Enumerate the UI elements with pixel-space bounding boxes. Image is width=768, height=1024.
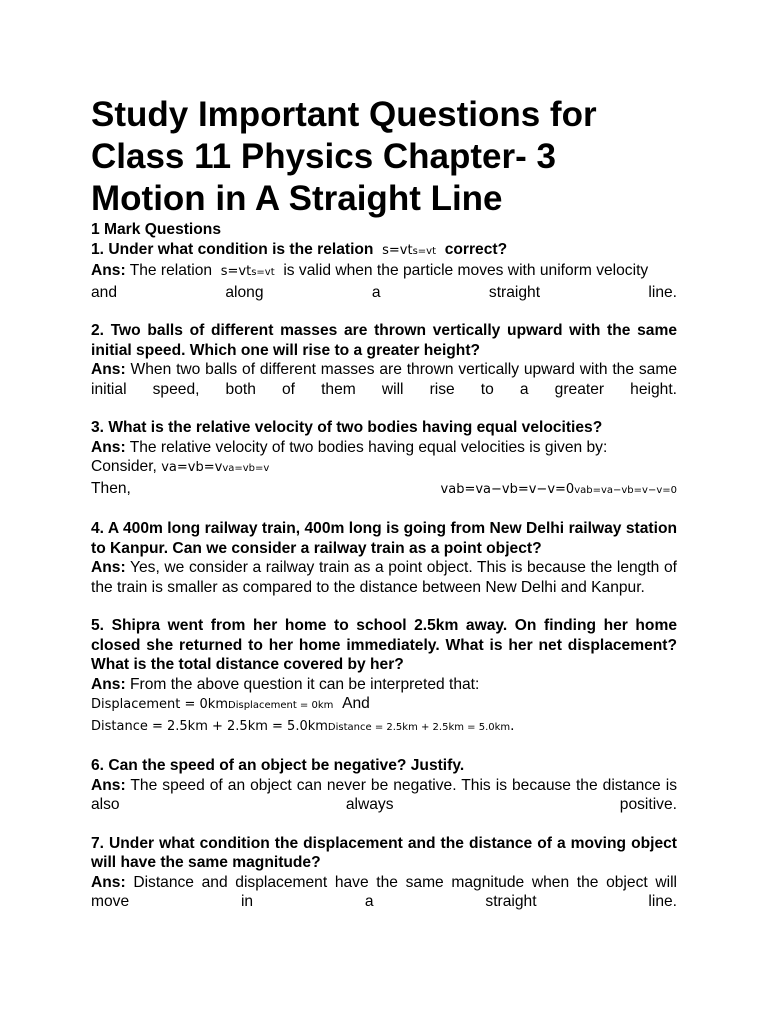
equation-1: va=vb=v	[161, 460, 223, 475]
answer-label: Ans:	[91, 776, 126, 794]
distance-equation	[91, 716, 677, 738]
question-5: 5. Shipra went from her home to school 2.5km away. On finding her home closed she returned to her home immediately. What is her net displacement? What is the total distance covered by her?	[91, 617, 677, 673]
distance-math: Distance = 2.5km + 2.5km = 5.0km	[91, 718, 328, 734]
displacement-math: Displacement = 0km	[91, 697, 228, 712]
title-line-2: Class 11 Physics Chapter- 3	[91, 137, 556, 176]
question-7: 7. Under what condition the displacement and the distance of a moving object will have the same magnitude?	[91, 834, 677, 871]
answer-2	[91, 360, 677, 399]
title-line-1: Study Important Questions for	[91, 95, 597, 134]
distance-math-small: Distance = 2.5km + 2.5km = 5.0km	[327, 721, 511, 733]
question-3: 3. What is the relative velocity of two bodies having equal velocities?	[91, 419, 603, 436]
question-1	[91, 240, 677, 262]
question-1-end: correct?	[444, 240, 508, 258]
answer-2-text: When two balls of different masses are thrown vertically upward with the same initial speed, both of them will rise to a greater height.	[91, 361, 677, 398]
document-body	[91, 220, 677, 912]
answer-label: Ans:	[91, 873, 126, 891]
question-6: 6. Can the speed of an object be negative? Justify.	[91, 757, 465, 774]
answer-3-text: The relative velocity of two bodies having equal velocities is given by:	[129, 438, 608, 456]
answer-7-text: Distance and displacement have the same magnitude when the object will move in a straight line.	[91, 873, 677, 910]
answer-4-text: Yes, we consider a railway train as a point object. This is because the length of the train is smaller as compared to the distance between New Delhi and Kanpur.	[91, 559, 677, 596]
answer-label: Ans:	[91, 675, 126, 693]
answer-3-then	[91, 479, 677, 501]
answer-5-text: From the above question it can be interpreted that:	[130, 675, 480, 693]
answer-label: Ans:	[91, 559, 126, 576]
equation-2-small: vab=va−vb=v−v=0	[574, 484, 677, 496]
question-4: 4. A 400m long railway train, 400m long is going from New Delhi railway station to Kanpur. Can we consider a railway train as a point object?	[91, 520, 677, 557]
and-text: And	[342, 695, 370, 712]
answer-label: Ans:	[91, 361, 126, 378]
answer-1-math: s=vt	[220, 264, 252, 279]
answer-label: Ans:	[91, 438, 126, 456]
answer-1	[91, 261, 677, 283]
answer-3-consider	[91, 457, 677, 479]
consider-label: Consider,	[91, 458, 157, 475]
question-2: 2. Two balls of different masses are thrown vertically upward with the same initial speed. Which one will rise to a greater height?	[91, 322, 677, 359]
answer-1-line-2: and along a straight line.	[91, 283, 677, 301]
question-1-math: s=vt	[382, 242, 413, 258]
answer-3	[91, 438, 677, 458]
equation-1-small: va=vb=v	[222, 463, 270, 474]
answer-1-math-small: s=vt	[251, 267, 275, 278]
question-1-math-small: s=vt	[412, 245, 437, 257]
answer-5	[91, 675, 677, 695]
answer-1-pre: The relation	[129, 262, 213, 279]
section-heading: 1 Mark Questions	[91, 221, 221, 238]
displacement-equation	[91, 694, 677, 716]
answer-6	[91, 776, 677, 815]
answer-7	[91, 873, 677, 912]
page-title	[91, 94, 691, 220]
equation-2: vab=va−vb=v−v=0	[440, 481, 575, 497]
displacement-math-small: Displacement = 0km	[228, 700, 334, 711]
then-label: Then,	[91, 479, 131, 497]
question-1-text: 1. Under what condition is the relation	[91, 240, 374, 258]
answer-label: Ans:	[91, 262, 126, 279]
period: .	[510, 716, 515, 734]
answer-6-text: The speed of an object can never be negative. This is because the distance is also always positive.	[91, 776, 677, 813]
title-line-3: Motion in A Straight Line	[91, 179, 503, 218]
answer-4	[91, 558, 677, 597]
answer-1-post: is valid when the particle moves with uniform velocity	[283, 262, 649, 279]
